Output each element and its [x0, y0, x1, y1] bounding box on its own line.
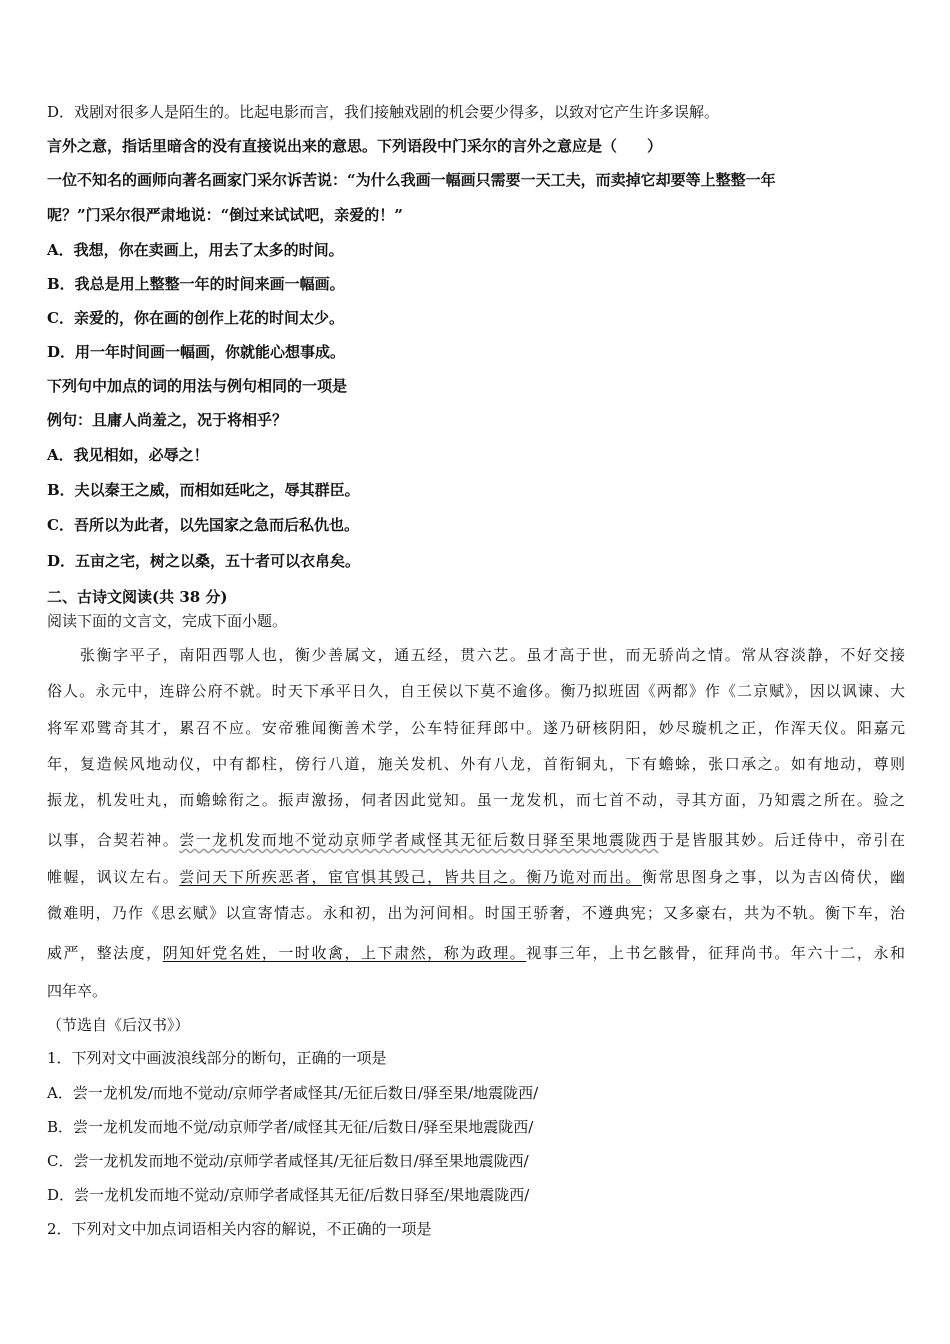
question-passage: 一位不知名的画师向著名画家门采尔诉苦说：“为什么我画一幅画只需要一天工夫，而卖掉它却要等上整整一年 — [47, 171, 776, 189]
passage-line — [47, 867, 905, 887]
option-c: C．亲爱的，你在画的创作上花的时间太少。 — [47, 309, 344, 327]
wavy-underlined-text: 尝一龙机发而地不觉动京师学者咸怪其无征后数日驿至果地震陇西 — [179, 831, 659, 849]
passage-line — [47, 943, 905, 963]
text: 以事，合契若神。 — [47, 831, 180, 849]
section-instruction: 阅读下面的文言文，完成下面小题。 — [47, 612, 288, 630]
passage-line: 将军邓骘奇其才，累召不应。安帝雅闻衡善术学，公车特征拜郎中。遂乃研核阴阳，妙尽璇机之正，作浑天仪。阳嘉元 — [47, 719, 905, 737]
section-title: 二、古诗文阅读(共 38 分) — [47, 588, 228, 606]
passage-line: 四年卒。 — [47, 982, 108, 1000]
question-2-stem: 2．下列对文中加点词语相关内容的解说，不正确的一项是 — [47, 1220, 432, 1238]
example-sentence: 例句：且庸人尚羞之，况于将相乎？ — [47, 411, 288, 429]
text: 帷幄，讽议左右。 — [47, 868, 180, 886]
option-b: B．尝一龙机发而地不觉/动京师学者/咸怪其无征/后数日/驿至果地震陇西/ — [47, 1118, 534, 1136]
text: 衡常思图身之事，以为吉凶倚伏，幽 — [642, 868, 905, 886]
option-d: D．尝一龙机发而地不觉动/京师学者咸怪其无征/后数日驿至/果地震陇西/ — [47, 1186, 530, 1204]
question-passage: 呢？”门采尔很严肃地说：“倒过来试试吧，亲爱的！” — [47, 206, 403, 224]
option-d-prev: D．戏剧对很多人是陌生的。比起电影而言，我们接触戏剧的机会要少得多，以致对它产生许多误解。 — [47, 103, 720, 121]
option-c: C．尝一龙机发而地不觉动/京师学者咸怪其/无征后数日/驿至果地震陇西/ — [47, 1152, 529, 1170]
option-b: B．我总是用上整整一年的时间来画一幅画。 — [47, 275, 345, 293]
option-a: A．我想，你在卖画上，用去了太多的时间。 — [47, 241, 344, 259]
option-a: A．我见相如，必辱之！ — [47, 446, 209, 464]
question-stem: 下列句中加点的词的用法与例句相同的一项是 — [47, 377, 348, 395]
passage-line: 振龙，机发吐丸，而蟾蜍衔之。振声激扬，伺者因此觉知。虽一龙发机，而七首不动，寻其方面，乃知震之所在。验之 — [47, 791, 905, 809]
option-b: B．夫以秦王之威，而相如廷叱之，辱其群臣。 — [47, 481, 360, 499]
option-d: D．用一年时间画一幅画，你就能心想事成。 — [47, 343, 346, 361]
passage-line: 张衡字平子，南阳西鄂人也，衡少善属文，通五经，贯六艺。虽才高于世，而无骄尚之情。常从容淡静，不好交接 — [47, 646, 905, 664]
passage-source: （节选自《后汉书》） — [47, 1016, 190, 1034]
text: 于是皆服其妙。后迁侍中，帝引在 — [658, 831, 905, 849]
passage-line: 微难明，乃作《思玄赋》以宣寄情志。永和初，出为河间相。时国王骄奢，不遵典宪；又多豪右，共为不轨。衡下车，治 — [47, 904, 905, 922]
question-1-stem: 1．下列对文中画波浪线部分的断句，正确的一项是 — [47, 1049, 387, 1067]
passage-line: 俗人。永元中，连辟公府不就。时天下承平日久，自王侯以下莫不逾侈。衡乃拟班固《两都》作《二京赋》，因以讽谏、大 — [47, 682, 905, 700]
passage-line: 年，复造候风地动仪，中有都柱，傍行八道，施关发机、外有八龙，首衔铜丸，下有蟾蜍，张口承之。如有地动，尊则 — [47, 755, 905, 773]
underlined-text: 阴知奸党名姓，一时收禽，上下肃然，称为政理。 — [162, 944, 527, 962]
option-d: D．五亩之宅，树之以桑，五十者可以衣帛矣。 — [47, 552, 361, 570]
question-stem: 言外之意，指话里暗含的没有直接说出来的意思。下列语段中门采尔的言外之意应是（ ） — [47, 137, 663, 155]
text: 视事三年，上书乞骸骨，征拜尚书。年六十二，永和 — [526, 944, 905, 962]
text: 威严，整法度， — [47, 944, 163, 962]
passage-line — [47, 830, 905, 850]
underlined-text: 尝问天下所疾恶者，宦官惧其毁己，皆共目之。衡乃诡对而出。 — [179, 868, 643, 886]
option-a: A．尝一龙机发/而地不觉动/京师学者咸怪其/无征后数日/驿至果/地震陇西/ — [47, 1084, 539, 1102]
option-c: C．吾所以为此者，以先国家之急而后私仇也。 — [47, 516, 359, 534]
